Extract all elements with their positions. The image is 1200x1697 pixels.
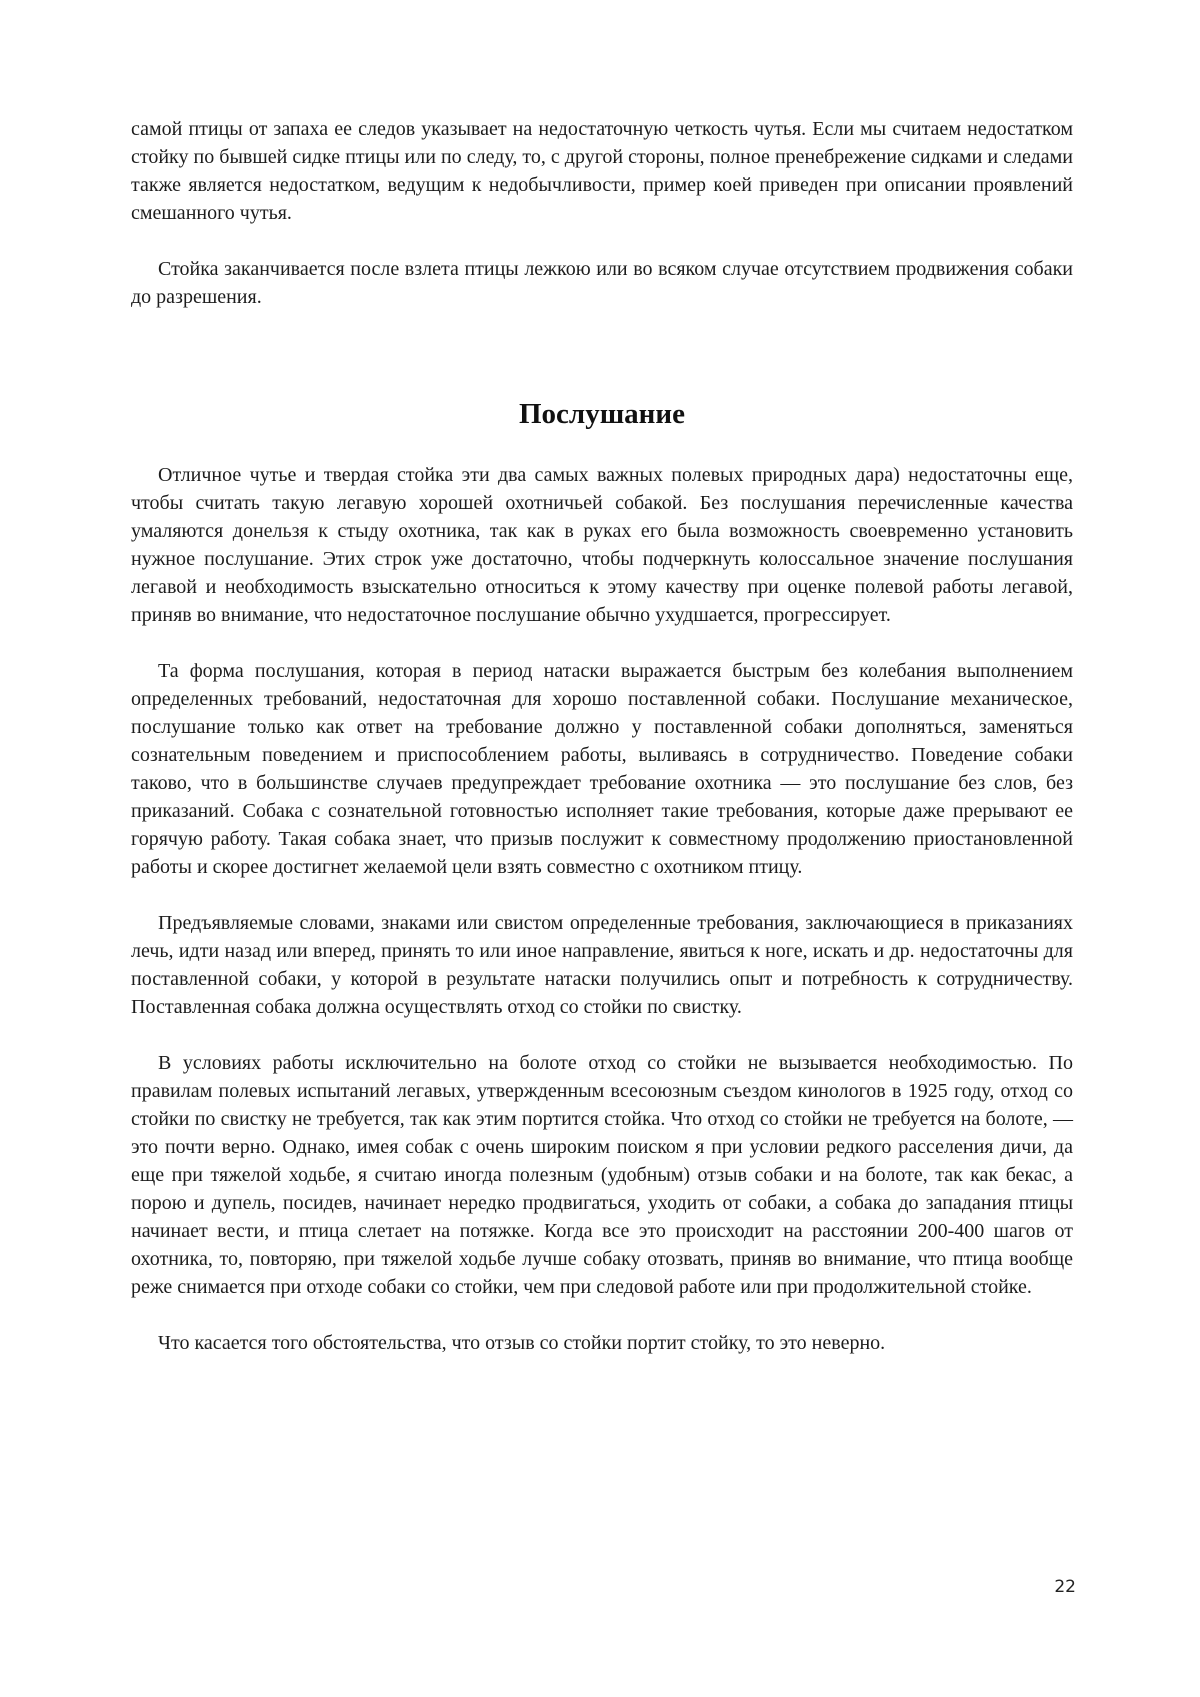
paragraph-continuation: самой птицы от запаха ее следов указывает на недостаточную четкость чутья. Если мы считаем недостатком стойку по бывшей сидке птицы или по следу, то, с другой стороны, полное пренебрежение сидками и следами также является недостатком, ведущим к недобычливости, пример коей приведен при описании проявлений смешанного чутья. <box>131 118 1073 224</box>
paragraph-commands: Предъявляемые словами, знаками или свистом определенные требования, заключающиеся в приказаниях лечь, идти назад или вперед, принять то или иное направление, явиться к ноге, искать и др. недостаточны для поставленной собаки, у которой в результате натаски получились опыт и потребность к сотрудничеству. Поставленная собака должна осуществлять отход со стойки по свистку. <box>131 912 1073 1018</box>
paragraph-obedience-intro: Отличное чутье и твердая стойка эти два самых важных полевых природных дара) недостаточны еще, чтобы считать такую легавую хорошей охотничьей собакой. Без послушания перечисленные качества умаляются донельзя к стыду охотника, так как в руках его была возможность своевременно установить нужное послушание. Этих строк уже достаточно, чтобы подчеркнуть колоссальное значение послушания легавой и необходимость взыскательно относиться к этому качеству при оценке полевой работы легавой, приняв во внимание, что недостаточное послушание обычно ухудшается, прогрессирует. <box>131 464 1073 626</box>
paragraph-recall: Что касается того обстоятельства, что отзыв со стойки портит стойку, то это неверно. <box>158 1332 886 1354</box>
paragraph-swamp-work: В условиях работы исключительно на болоте отход со стойки не вызывается необходимостью. По правилам полевых испытаний легавых, утвержденным всесоюзным съездом кинологов в 1925 году, отход со стойки по свистку не требуется, так как этим портится стойка. Что отход со стойки не требуется на болоте, — это почти верно. Однако, имея собак с очень широким поиском я при условии редкого расселения дичи, да еще при тяжелой ходьбе, я считаю иногда полезным (удобным) отзыв собаки и на болоте, так как бекас, а порою и дупель, посидев, начинает нередко продвигаться, уходить от собаки, а собака до западания птицы начинает вести, и птица слетает на потяжке. Когда все это происходит на расстоянии 200-400 шагов от охотника, то, повторяю, при тяжелой ходьбе лучше собаку отозвать, приняв во внимание, что птица вообще реже снимается при отходе собаки со стойки, чем при следовой работе или при продолжительной стойке. <box>131 1052 1073 1298</box>
page-number: 22 <box>1054 1577 1076 1597</box>
section-heading: Послушание <box>519 398 685 430</box>
section-text-block <box>131 461 1073 1357</box>
paragraph-obedience-form: Та форма послушания, которая в период натаски выражается быстрым без колебания выполнением определенных требований, недостаточная для хорошо поставленной собаки. Послушание механическое, послушание только как ответ на требование должно у поставленной собаки дополняться, заменяться сознательным поведением и приспособлением работы, выливаясь в сотрудничество. Поведение собаки таково, что в большинстве случаев предупреждает требование охотника — это послушание без слов, без приказаний. Собака с сознательной готовностью исполняет такие требования, которые даже прерывают ее горячую работу. Такая собака знает, что призыв послужит к совместному продолжению приостановленной работы и скорее достигнет желаемой цели взять совместно с охотником птицу. <box>131 660 1073 878</box>
paragraph-stoika-end: Стойка заканчивается после взлета птицы лежкою или во всяком случае отсутствием продвижения собаки до разрешения. <box>131 258 1073 308</box>
intro-text-block <box>131 115 1073 311</box>
